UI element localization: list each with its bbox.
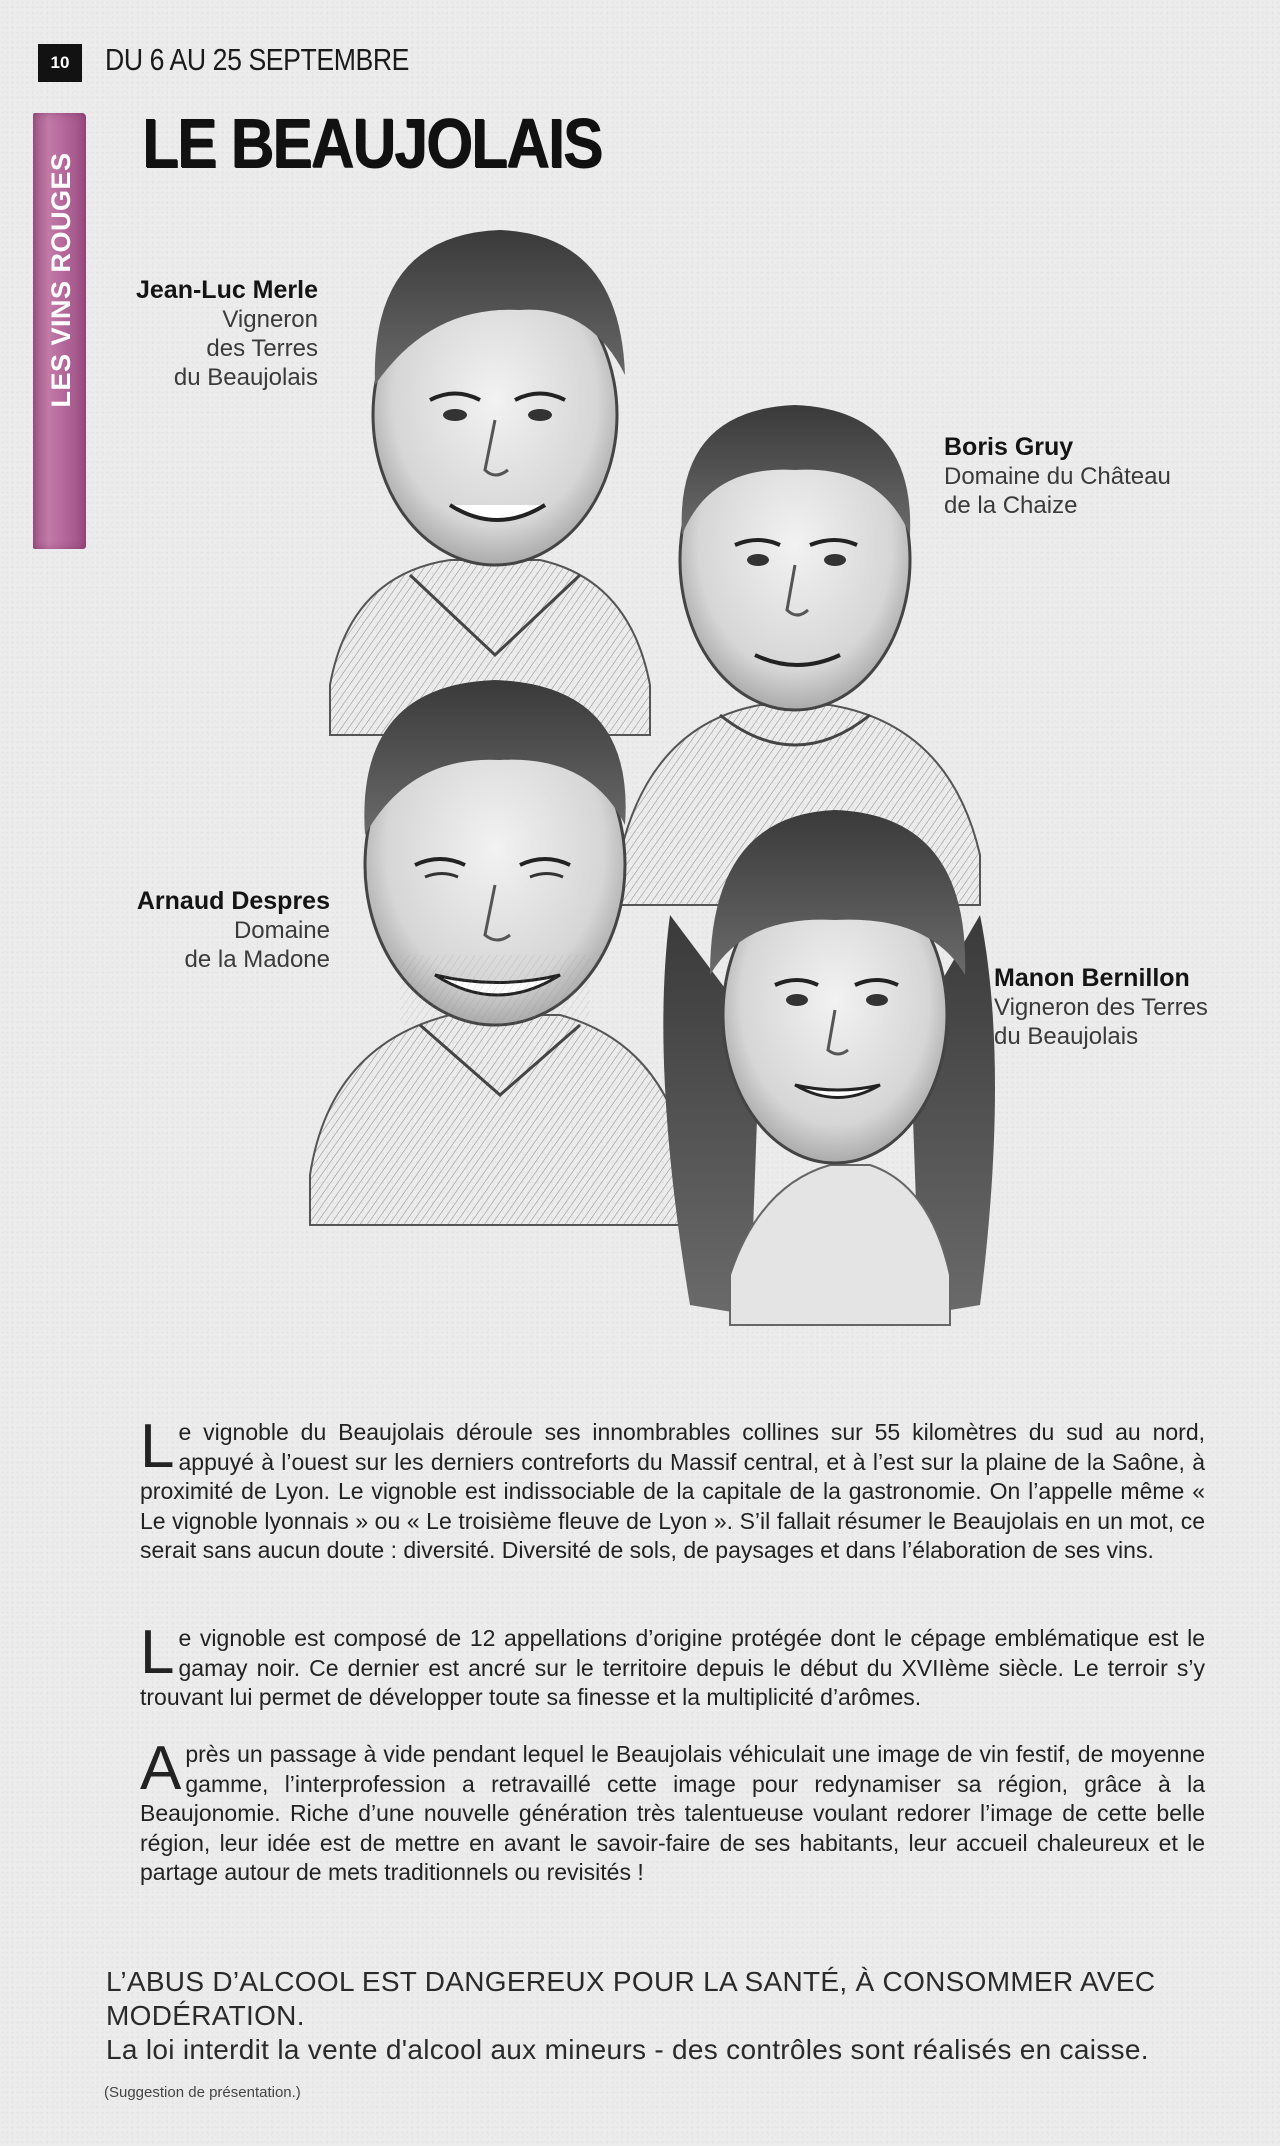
person-role: de la Chaize [944,492,1078,519]
winemakers-portrait-illustration [290,215,1110,1375]
person-name: Boris Gruy [944,433,1074,461]
legal-notice-line: La loi interdit la vente d'alcool aux mineurs - des contrôles sont réalisés en caisse. [106,2034,1149,2065]
health-warning-line: L’ABUS D’ALCOOL EST DANGEREUX POUR LA SANTÉ, À CONSOMMER AVEC MODÉRATION. [106,1966,1156,2031]
paragraph-text: e vignoble est composé de 12 appellations d’origine protégée dont le cépage emblématique est le gamay noir. Ce dernier est ancré sur le territoire depuis le début du XVIIème siècle. Le terroir s’y trouvant lui permet de développer toute sa finesse et la multiplicité d’arômes. [140,1625,1205,1710]
paragraph-appellations [140,1618,1205,1713]
person-role: Vigneron [222,306,318,333]
drop-cap: L [140,1412,175,1481]
person-role: Domaine du Château [944,463,1171,490]
person-role: des Terres [206,335,318,362]
portrait-jean-luc-merle [330,230,650,735]
caption-boris-gruy [944,433,1244,520]
drop-cap: L [140,1618,175,1687]
paragraph-text: e vignoble du Beaujolais déroule ses innombrables collines sur 55 kilomètres du sud au nord, appuyé à l’ouest sur les derniers contreforts du Massif central, et à l’est sur la plaine de la Saône, à proximité de Lyon. Le vignoble est indissociable de la capitale de la gastronomie. On l’appelle même « Le vignoble lyonnais » ou « Le troisième fleuve de Lyon ». S’il fallait résumer le Beaujolais en un mot, ce serait sans aucun doute : diversité. Diversité de sols, de paysages et dans l’élaboration de ses vins. [140,1419,1205,1563]
paragraph-beaujonomie [140,1734,1205,1888]
paragraph-intro [140,1412,1205,1566]
person-role: Domaine [233,917,330,944]
person-role: Vigneron des Terres [994,994,1208,1021]
page-number: 10 [38,44,82,82]
date-range: DU 6 AU 25 SEPTEMBRE [105,42,410,77]
section-tab-label: LES VINS ROUGES [45,152,76,408]
portrait-arnaud-despres [310,680,690,1225]
caption-jean-luc-merle [100,276,318,392]
paragraph-text: près un passage à vide pendant lequel le Beaujolais véhiculait une image de vin festif, de moyenne gamme, l’interprofession a retravaillé cette image pour redynamiser sa région, grâce à la Beaujonomie. Riche d’une nouvelle génération très talentueuse voulant redorer l’image de cette belle région, leur idée est de mettre en avant le savoir-faire de ses habitants, leur accueil chaleureux et le partage autour de mets traditionnels ou revisités ! [140,1741,1205,1885]
person-role: du Beaujolais [173,364,318,391]
person-name: Jean-Luc Merle [135,276,318,304]
caption-manon-bernillon [994,964,1254,1051]
page-title: LE BEAUJOLAIS [142,104,602,182]
person-name: Arnaud Despres [136,887,330,915]
person-role: de la Madone [184,946,330,973]
caption-arnaud-despres [100,887,330,974]
person-role: du Beaujolais [994,1023,1139,1050]
person-name: Manon Bernillon [994,964,1190,992]
presentation-footnote: (Suggestion de présentation.) [104,2084,301,2101]
health-warning [106,1965,1238,2067]
drop-cap: A [140,1734,182,1803]
